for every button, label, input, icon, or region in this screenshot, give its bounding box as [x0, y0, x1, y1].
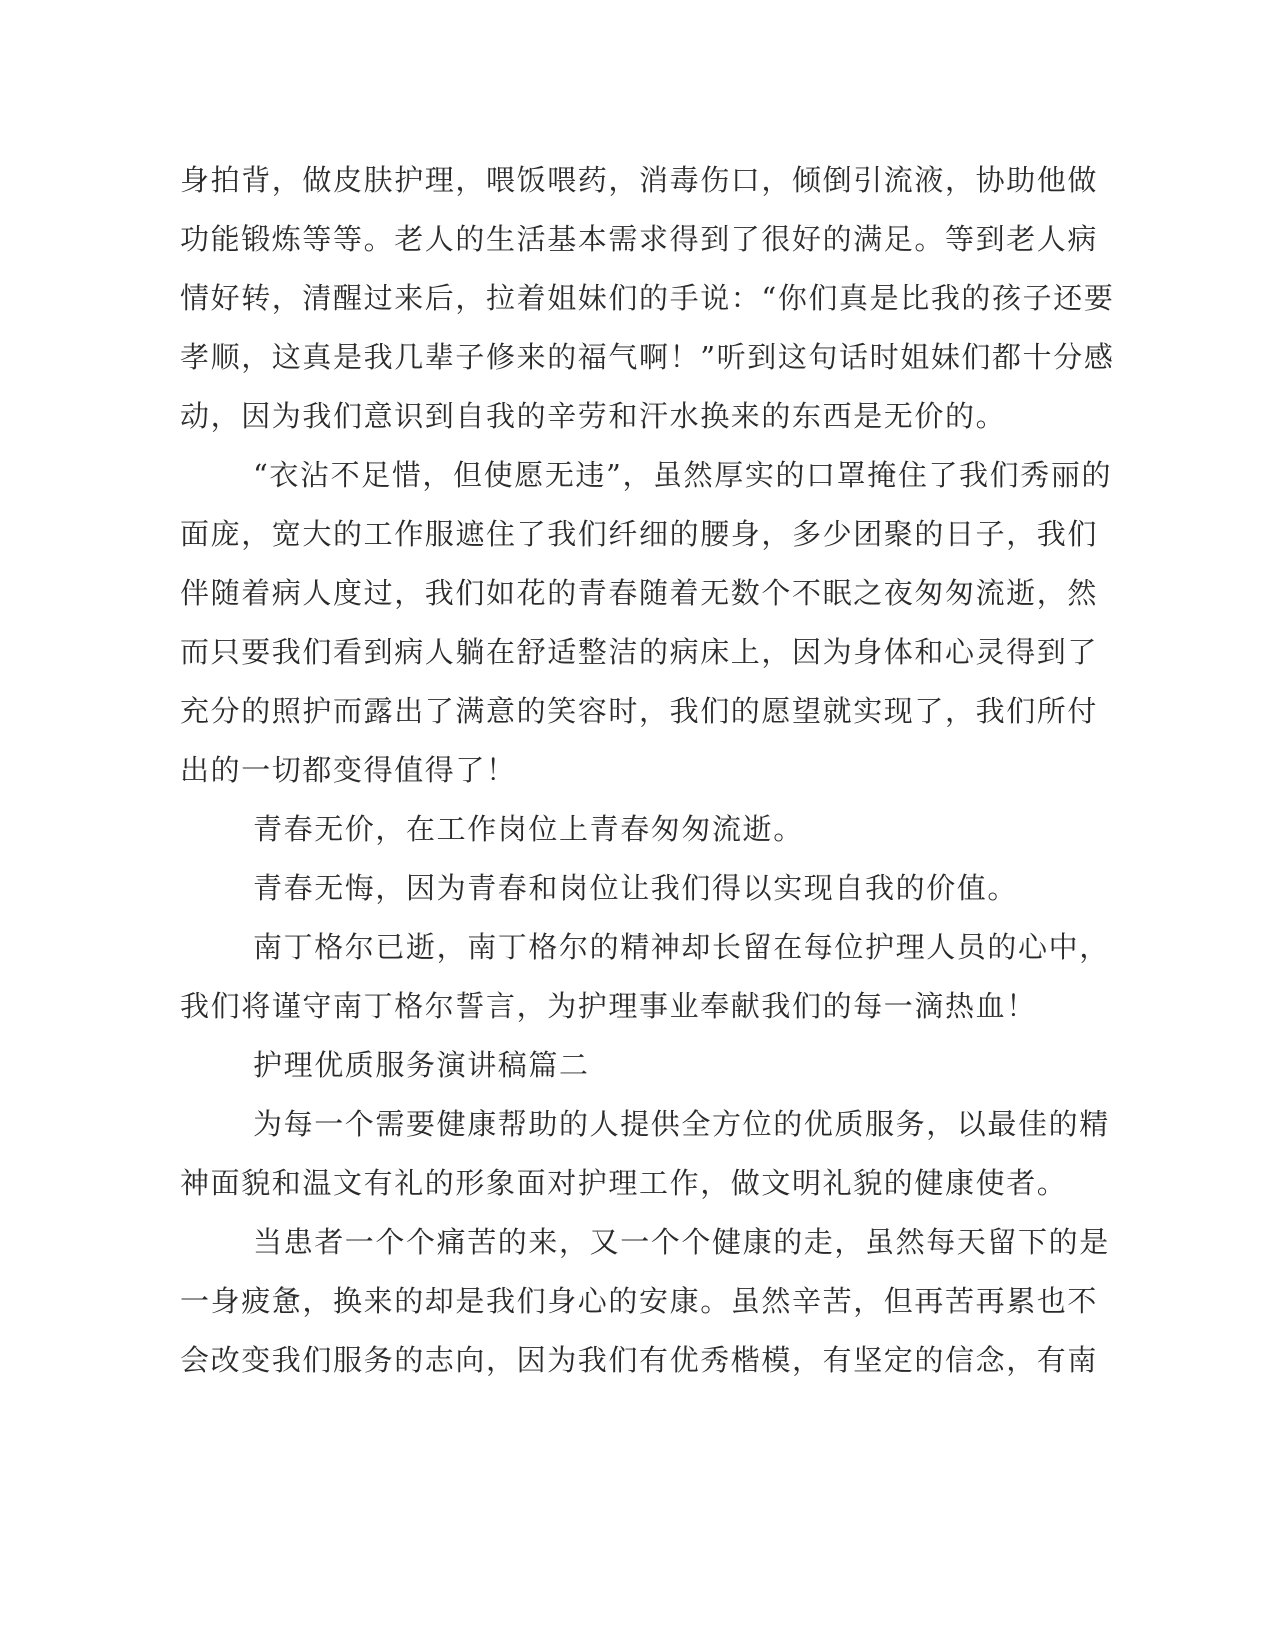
text-line: 动，因为我们意识到自我的辛劳和汗水换来的东西是无价的。 — [180, 399, 1007, 433]
text-line: 出的一切都变得值得了！ — [180, 753, 517, 787]
text-line: 而只要我们看到病人躺在舒适整洁的病床上，因为身体和心灵得到了 — [180, 635, 1099, 669]
text-line: 青春无悔，因为青春和岗位让我们得以实现自我的价值。 — [253, 871, 1019, 905]
text-line: 孝顺，这真是我几辈子修来的福气啊！”听到这句话时姐妹们都十分感 — [180, 340, 1115, 374]
text-line: 一身疲惫，换来的却是我们身心的安康。虽然辛苦，但再苦再累也不 — [180, 1284, 1099, 1318]
text-line: 会改变我们服务的志向，因为我们有优秀楷模，有坚定的信念，有南 — [180, 1343, 1099, 1377]
text-line: 当患者一个个痛苦的来，又一个个健康的走，虽然每天留下的是 — [253, 1225, 1110, 1259]
text-line: 南丁格尔已逝，南丁格尔的精神却长留在每位护理人员的心中， — [253, 930, 1110, 964]
text-line: 功能锻炼等等。老人的生活基本需求得到了很好的满足。等到老人病 — [180, 222, 1099, 256]
text-line: 我们将谨守南丁格尔誓言，为护理事业奉献我们的每一滴热血！ — [180, 989, 1037, 1023]
text-line: 面庞，宽大的工作服遮住了我们纤细的腰身，多少团聚的日子，我们 — [180, 517, 1099, 551]
text-line: 情好转，清醒过来后，拉着姐妹们的手说：“你们真是比我的孩子还要 — [180, 281, 1115, 315]
text-line: 充分的照护而露出了满意的笑容时，我们的愿望就实现了，我们所付 — [180, 694, 1099, 728]
text-line: 青春无价，在工作岗位上青春匆匆流逝。 — [253, 812, 804, 846]
text-line: 为每一个需要健康帮助的人提供全方位的优质服务，以最佳的精 — [253, 1107, 1110, 1141]
section-heading: 护理优质服务演讲稿篇二 — [253, 1048, 590, 1082]
text-line: 身拍背，做皮肤护理，喂饭喂药，消毒伤口，倾倒引流液，协助他做 — [180, 163, 1099, 197]
text-line: 伴随着病人度过，我们如花的青春随着无数个不眠之夜匆匆流逝，然 — [180, 576, 1099, 610]
text-line: “衣沾不足惜，但使愿无违”，虽然厚实的口罩掩住了我们秀丽的 — [253, 458, 1113, 492]
text-line: 神面貌和温文有礼的形象面对护理工作，做文明礼貌的健康使者。 — [180, 1166, 1068, 1200]
